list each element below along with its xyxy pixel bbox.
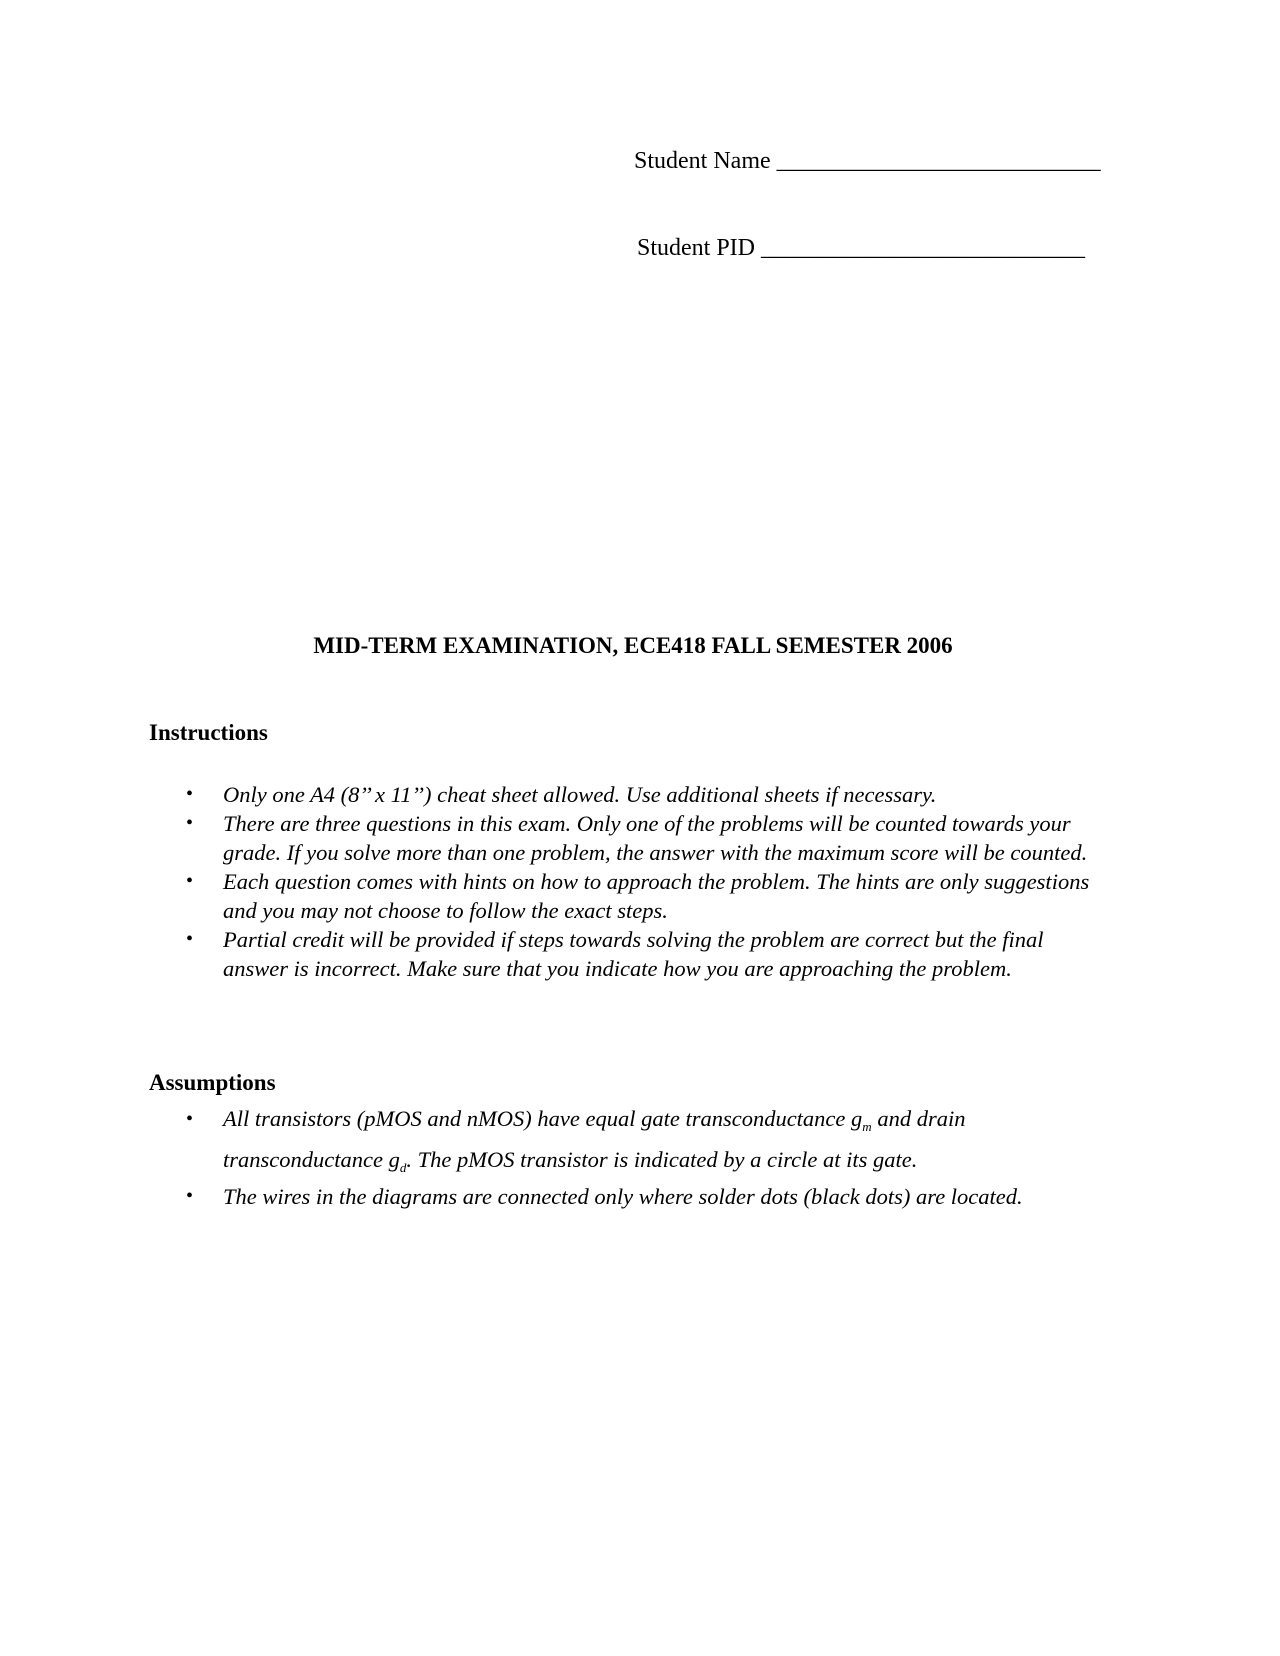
assumption-text: The wires in the diagrams are connected only where solder dots (black dots) are located.: [223, 1184, 1023, 1209]
instruction-text: Each question comes with hints on how to approach the problem. The hints are only suggestions and you may not choose to follow the exact steps.: [223, 869, 1090, 923]
list-item: [0, 1100, 1113, 1182]
bullet-icon: •: [186, 812, 194, 834]
list-item: [0, 780, 1113, 809]
list-item: [0, 809, 1113, 867]
student-name-label: Student Name: [634, 148, 771, 174]
assumptions-heading: Assumptions: [149, 1070, 276, 1095]
bullet-icon: •: [186, 783, 194, 805]
gd-symbol: $g_d$: [388, 1147, 407, 1175]
instruction-text: There are three questions in this exam. Only one of the problems will be counted towards your grade. If you solve more than one problem, the answer with the maximum score will be counted.: [223, 811, 1088, 865]
instruction-text: Only one A4 (8’’ x 11’’) cheat sheet allowed. Use additional sheets if necessary.: [223, 782, 937, 807]
instructions-list: [0, 780, 1113, 983]
instruction-text: Partial credit will be provided if steps towards solving the problem are correct but the final answer is incorrect. Make sure that you indicate how you are approaching the problem.: [223, 927, 1044, 981]
student-pid-field: [637, 235, 1085, 262]
assumptions-list: [0, 1100, 1113, 1211]
gm-symbol: $g_m$: [851, 1106, 872, 1134]
assumption-text-part3: . The pMOS transistor is indicated by a circle at its gate.: [406, 1147, 918, 1172]
bullet-icon: •: [186, 1185, 194, 1207]
bullet-icon: •: [186, 928, 194, 950]
student-pid-label: Student PID: [637, 235, 756, 261]
list-item: [0, 867, 1113, 925]
gm-subscript: m: [862, 1119, 872, 1134]
bullet-icon: •: [186, 1108, 194, 1130]
assumption-text-part2: and drain transconductance: [223, 1106, 966, 1172]
student-name-field: [634, 148, 1101, 175]
gd-subscript: d: [399, 1160, 407, 1175]
student-name-blank: ___________________________: [776, 148, 1101, 174]
list-item: [0, 925, 1113, 983]
list-item: [0, 1182, 1113, 1211]
instructions-heading: Instructions: [149, 720, 268, 745]
student-pid-blank: ___________________________: [761, 235, 1086, 261]
bullet-icon: •: [186, 870, 194, 892]
exam-title: MID-TERM EXAMINATION, ECE418 FALL SEMESTER 2006: [313, 633, 953, 658]
assumption-text-part1: All transistors (pMOS and nMOS) have equal gate transconductance: [223, 1106, 852, 1131]
